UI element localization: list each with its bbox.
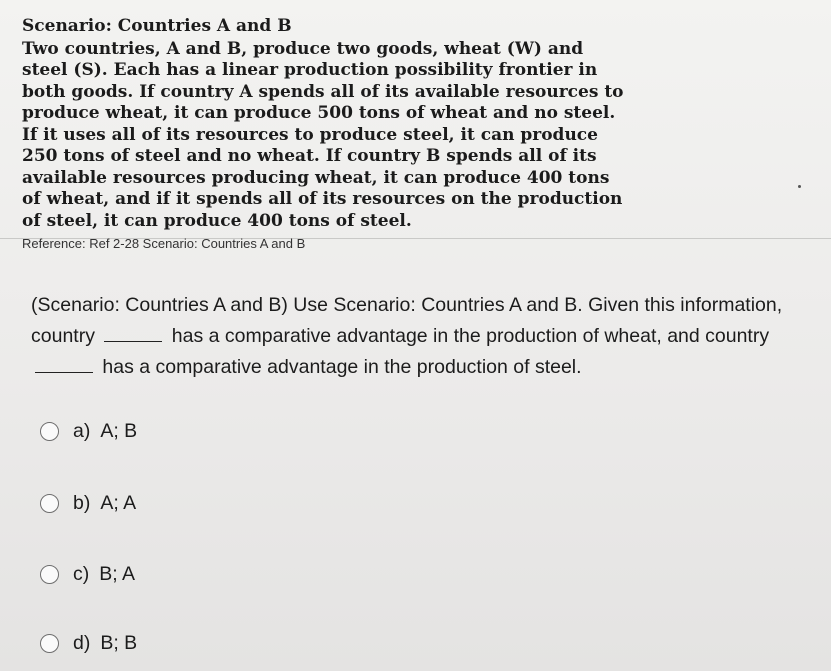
radio-button-icon[interactable] — [40, 634, 59, 653]
option-c[interactable] — [40, 563, 135, 586]
radio-button-icon[interactable] — [40, 565, 59, 584]
option-letter: d) — [73, 632, 91, 654]
option-text: A; B — [100, 420, 138, 442]
question-text — [31, 290, 821, 383]
option-text: B; A — [99, 563, 136, 585]
question-part-1: (Scenario: Countries A and B) Use Scenario: Countries A and B. Given this information, country — [31, 294, 783, 347]
answer-blank-2 — [35, 358, 93, 373]
option-text: B; B — [100, 632, 138, 654]
option-letter: a) — [73, 420, 91, 442]
scenario-body: Two countries, A and B, produce two goods, wheat (W) and steel (S). Each has a linear production possibility frontier in both goods. If country A spends all of its available resources to produce wheat, it can produce 500 tons of wheat and no steel. If it uses all of its resources to produce steel, it can produce 250 tons of steel and no wheat. If country B spends all of its available resources producing wheat, it can produce 400 tons of wheat, and if it spends all of its resources on the production of steel, it can produce 400 tons of steel. — [22, 38, 624, 231]
option-letter: b) — [73, 492, 91, 514]
option-d[interactable] — [40, 632, 137, 655]
radio-button-icon[interactable] — [40, 494, 59, 513]
answer-blank-1 — [104, 327, 162, 342]
stray-dot — [798, 185, 801, 188]
option-b[interactable] — [40, 492, 136, 515]
question-part-3: has a comparative advantage in the production of steel. — [102, 356, 582, 378]
option-text: A; A — [100, 492, 137, 514]
scenario-title: Scenario: Countries A and B — [22, 16, 292, 36]
option-a[interactable] — [40, 420, 137, 443]
reference-text: Reference: Ref 2-28 Scenario: Countries A and B — [22, 236, 306, 251]
scenario-block — [22, 16, 632, 232]
option-letter: c) — [73, 563, 90, 585]
radio-button-icon[interactable] — [40, 422, 59, 441]
question-part-2: has a comparative advantage in the production of wheat, and country — [171, 325, 770, 347]
